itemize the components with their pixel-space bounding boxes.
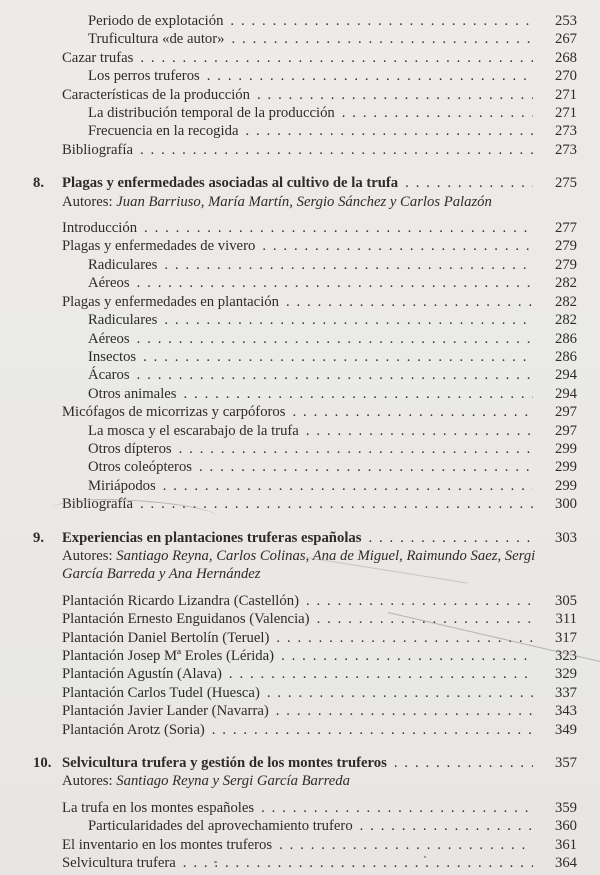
dot-leader	[257, 86, 533, 104]
toc-entry-row	[88, 348, 577, 366]
dot-leader	[261, 799, 533, 817]
entry-page-number: 323	[554, 648, 577, 664]
chapter-10-authors	[62, 772, 577, 790]
entry-label: Otros dípteros	[88, 440, 172, 457]
chapter-page-number: 275	[554, 175, 577, 192]
toc-entry-row	[88, 385, 577, 403]
entry-label: Otros animales	[88, 385, 177, 402]
chapter-number: 9.	[33, 529, 45, 546]
entry-label: El inventario en los montes truferos	[62, 836, 273, 853]
chapter-9-authors	[62, 547, 577, 584]
dot-leader	[164, 256, 533, 274]
entry-page-number: 271	[554, 105, 577, 122]
entry-page-number: 299	[554, 477, 577, 494]
entry-label: Plantación Ricardo Lizandra (Castellón)	[62, 592, 299, 609]
dot-leader	[279, 836, 533, 854]
dot-leader	[405, 174, 533, 192]
entry-page-number: 297	[554, 404, 577, 421]
toc-entry-row	[62, 721, 577, 739]
entry-label: Aéreos	[88, 330, 130, 347]
entry-page-number: 360	[554, 818, 577, 835]
entry-page-number: 267	[554, 31, 577, 48]
dot-leader	[342, 104, 533, 122]
entry-page-number: 286	[554, 348, 577, 365]
entry-page-number: 268	[554, 49, 577, 66]
entry-label: Plantación Josep Mª Eroles (Lérida)	[62, 648, 275, 664]
toc-entry-row	[62, 219, 577, 237]
dot-leader	[144, 219, 533, 237]
toc-entry-row	[62, 592, 577, 610]
toc-entry-row	[62, 629, 577, 647]
entry-label: Insectos	[88, 348, 137, 365]
dot-leader	[286, 293, 533, 311]
entry-page-number: 271	[554, 86, 577, 103]
entry-label: Miriápodos	[88, 477, 156, 494]
dot-leader	[137, 366, 533, 384]
toc-entry-row	[88, 422, 577, 440]
dot-leader	[164, 311, 533, 329]
entry-label: Plantación Agustín (Alava)	[62, 666, 222, 683]
dot-leader	[317, 610, 533, 628]
entry-page-number: 300	[554, 496, 577, 513]
entry-page-number: 343	[554, 703, 577, 720]
toc-entry-row	[62, 610, 577, 628]
entry-label: Particularidades del aprovechamiento trufero	[88, 818, 353, 835]
dot-leader	[262, 237, 533, 255]
toc-entry-row	[62, 141, 577, 159]
toc-entry-row	[88, 458, 577, 476]
entry-page-number: 282	[554, 275, 577, 292]
entry-label: Plantación Daniel Bertolín (Teruel)	[62, 629, 270, 646]
dot-leader	[179, 440, 533, 458]
entry-label: Introducción	[62, 220, 138, 237]
dot-leader	[199, 458, 533, 476]
chapter-title: Selvicultura trufera y gestión de los montes truferos	[62, 755, 387, 772]
chapter-8-heading-row	[33, 174, 577, 192]
entry-page-number: 273	[554, 141, 577, 158]
entry-page-number: 253	[554, 13, 577, 29]
entry-page-number: 361	[554, 836, 577, 853]
toc-entry-row	[62, 49, 577, 67]
dot-leader	[306, 422, 533, 440]
entry-label: Periodo de explotación	[88, 13, 224, 29]
entry-label: Micófagos de micorrizas y carpóforos	[62, 404, 286, 421]
authors-label: Autores:	[62, 193, 117, 210]
authors-names: Santiago Reyna, Carlos Colinas, Ana de Miguel, Raimundo Saez, Sergi García Barreda y Ana Hernández	[62, 547, 536, 583]
entry-label: Plantación Ernesto Enguidanos (Valencia)	[62, 611, 310, 628]
authors-names: Juan Barriuso, María Martín, Sergio Sánchez y Carlos Palazón	[116, 193, 492, 210]
toc-entry-row	[88, 330, 577, 348]
authors-label: Autores:	[62, 773, 117, 790]
entry-page-number: 329	[554, 666, 577, 683]
dot-leader	[183, 854, 533, 872]
entry-label: Radiculares	[88, 312, 158, 329]
entry-page-number: 282	[554, 293, 577, 310]
authors-label: Autores:	[62, 547, 117, 564]
entry-page-number: 297	[554, 422, 577, 439]
entry-page-number: 270	[554, 68, 577, 85]
entry-label: Características de la producción	[62, 86, 250, 103]
entry-page-number: 273	[554, 123, 577, 140]
entry-label: Plantación Javier Lander (Navarra)	[62, 703, 269, 720]
toc-entry-row	[88, 817, 577, 835]
chapter-8-authors	[62, 193, 577, 211]
entry-page-number: 294	[554, 385, 577, 402]
dot-leader	[230, 12, 533, 30]
chapter-title: Experiencias en plantaciones truferas españolas	[62, 529, 362, 546]
toc-entry-row	[62, 665, 577, 683]
entry-page-number: 337	[554, 684, 577, 701]
entry-label: Radiculares	[88, 256, 158, 273]
entry-label: Truficultura «de autor»	[88, 31, 225, 48]
toc-entry-row	[88, 30, 577, 48]
chapter-title: Plagas y enfermedades asociadas al cultivo de la trufa	[62, 175, 399, 192]
toc-entry-row	[88, 122, 577, 140]
chapter-9-heading-row	[33, 529, 577, 547]
entry-label: La mosca y el escarabajo de la trufa	[88, 422, 299, 439]
toc-entry-row	[88, 311, 577, 329]
toc-entry-row	[88, 256, 577, 274]
toc-entry-row	[62, 799, 577, 817]
dot-leader	[281, 647, 533, 665]
entry-page-number: 277	[554, 220, 577, 237]
toc-entry-row	[88, 440, 577, 458]
dot-leader	[276, 702, 533, 720]
entry-label: Frecuencia en la recogida	[88, 123, 239, 140]
chapter-number: 8.	[33, 175, 45, 192]
toc-entry-row	[88, 67, 577, 85]
dot-leader	[137, 330, 533, 348]
dot-leader	[140, 495, 533, 513]
entry-label: La trufa en los montes españoles	[62, 799, 255, 816]
dot-leader	[163, 477, 533, 495]
entry-page-number: 279	[554, 238, 577, 255]
entry-page-number: 359	[554, 799, 577, 816]
toc-entry-row	[62, 836, 577, 854]
entry-page-number: 299	[554, 440, 577, 457]
entry-page-number: 286	[554, 330, 577, 347]
toc-entry-row	[62, 495, 577, 513]
dot-leader	[207, 67, 533, 85]
entry-page-number: 299	[554, 459, 577, 476]
toc-entry-row	[88, 12, 577, 30]
entry-page-number: 311	[555, 611, 577, 628]
toc-entry-row	[62, 647, 577, 665]
dot-leader	[232, 30, 533, 48]
entry-label: Bibliografía	[62, 141, 133, 158]
entry-label: Aéreos	[88, 275, 130, 292]
dot-leader	[140, 141, 533, 159]
entry-label: Plagas y enfermedades en plantación	[62, 293, 279, 310]
entry-page-number: 349	[554, 721, 577, 738]
entry-label: La distribución temporal de la producción	[88, 105, 335, 122]
entry-page-number: 279	[554, 256, 577, 273]
entry-page-number: 364	[554, 855, 577, 872]
dot-leader	[229, 665, 533, 683]
toc-entry-row	[62, 293, 577, 311]
entry-label: Plantación Carlos Tudel (Huesca)	[62, 684, 260, 701]
entry-page-number: 317	[554, 629, 577, 646]
entry-label: Plantación Arotz (Soria)	[62, 721, 205, 738]
dot-leader	[293, 403, 534, 421]
dot-leader	[137, 274, 533, 292]
toc-entry-row	[62, 237, 577, 255]
entry-label: Plagas y enfermedades de vivero	[62, 238, 256, 255]
dot-leader	[276, 629, 533, 647]
entry-label: Bibliografía	[62, 496, 133, 513]
chapter-10-heading-row	[33, 754, 577, 772]
dot-leader	[184, 385, 533, 403]
entry-label: Cazar trufas	[62, 49, 134, 66]
dot-leader	[368, 529, 533, 547]
chapter-number: 10.	[33, 755, 52, 772]
dot-leader	[306, 592, 533, 610]
dot-leader	[212, 721, 533, 739]
dot-leader	[143, 348, 533, 366]
toc-entry-row	[62, 854, 577, 872]
entry-label: Ácaros	[88, 367, 130, 384]
toc-entry-row	[62, 702, 577, 720]
entry-page-number: 305	[554, 592, 577, 609]
dot-leader	[245, 122, 533, 140]
toc-entry-row	[62, 684, 577, 702]
chapter-page-number: 357	[554, 755, 577, 772]
entry-page-number: 294	[554, 367, 577, 384]
dot-leader	[140, 49, 533, 67]
toc-entry-row	[62, 86, 577, 104]
toc-entry-row	[62, 403, 577, 421]
entry-label: Selvicultura trufera	[62, 855, 176, 872]
entry-page-number: 282	[554, 312, 577, 329]
dot-leader	[394, 754, 533, 772]
entry-label: Los perros truferos	[88, 68, 200, 85]
toc-entry-row	[88, 477, 577, 495]
dot-leader	[267, 684, 533, 702]
entry-label: Otros coleópteros	[88, 459, 193, 476]
toc-entry-row	[88, 274, 577, 292]
toc-entry-row	[88, 104, 577, 122]
chapter-page-number: 303	[554, 529, 577, 546]
toc-entry-row	[88, 366, 577, 384]
authors-names: Santiago Reyna y Sergi García Barreda	[116, 773, 350, 790]
dot-leader	[360, 817, 533, 835]
